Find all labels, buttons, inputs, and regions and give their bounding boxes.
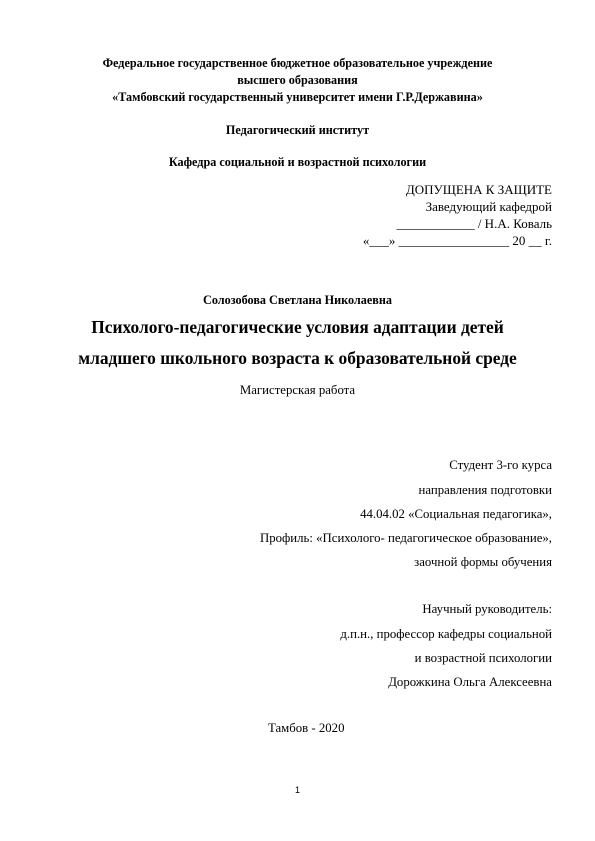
- page-number: 1: [294, 785, 300, 795]
- supervisor-name: Дорожкина Ольга Алексеевна: [388, 675, 552, 689]
- thesis-title-line-2: младшего школьного возраста к образовательной среде: [78, 348, 517, 368]
- student-direction-label: направления подготовки: [418, 483, 552, 497]
- author-name: Солозобова Светлана Николаевна: [203, 293, 392, 307]
- thesis-title-line-1: Психолого-педагогические условия адаптации детей: [91, 317, 504, 337]
- approval-date-line: «___» _________________ 20 __ г.: [362, 233, 552, 248]
- institution-line-1: Федеральное государственное бюджетное образовательное учреждение: [102, 56, 493, 70]
- supervisor-position-2: и возрастной психологии: [414, 651, 552, 665]
- work-type: Магистерская работа: [239, 383, 356, 397]
- supervisor-position-1: д.п.н., профессор кафедры социальной: [340, 627, 552, 641]
- approval-head-of-department: Заведующий кафедрой: [425, 199, 552, 214]
- approval-signature-line: ____________ / Н.А. Коваль: [396, 216, 552, 231]
- student-course: Студент 3-го курса: [449, 458, 552, 472]
- institution-line-2: высшего образования: [237, 73, 358, 87]
- student-profile: Профиль: «Психолого- педагогическое образование»,: [259, 531, 552, 545]
- department-name: Кафедра социальной и возрастной психологии: [168, 155, 427, 169]
- student-direction-code: 44.04.02 «Социальная педагогика»,: [360, 507, 552, 521]
- supervisor-label: Научный руководитель:: [422, 602, 552, 616]
- city-year: Тамбов - 2020: [268, 721, 345, 735]
- student-study-form: заочной формы обучения: [414, 555, 552, 569]
- institute-name: Педагогический институт: [225, 123, 370, 137]
- university-name: «Тамбовский государственный университет имени Г.Р.Державина»: [112, 90, 483, 104]
- approval-heading: ДОПУЩЕНА К ЗАЩИТЕ: [405, 182, 552, 197]
